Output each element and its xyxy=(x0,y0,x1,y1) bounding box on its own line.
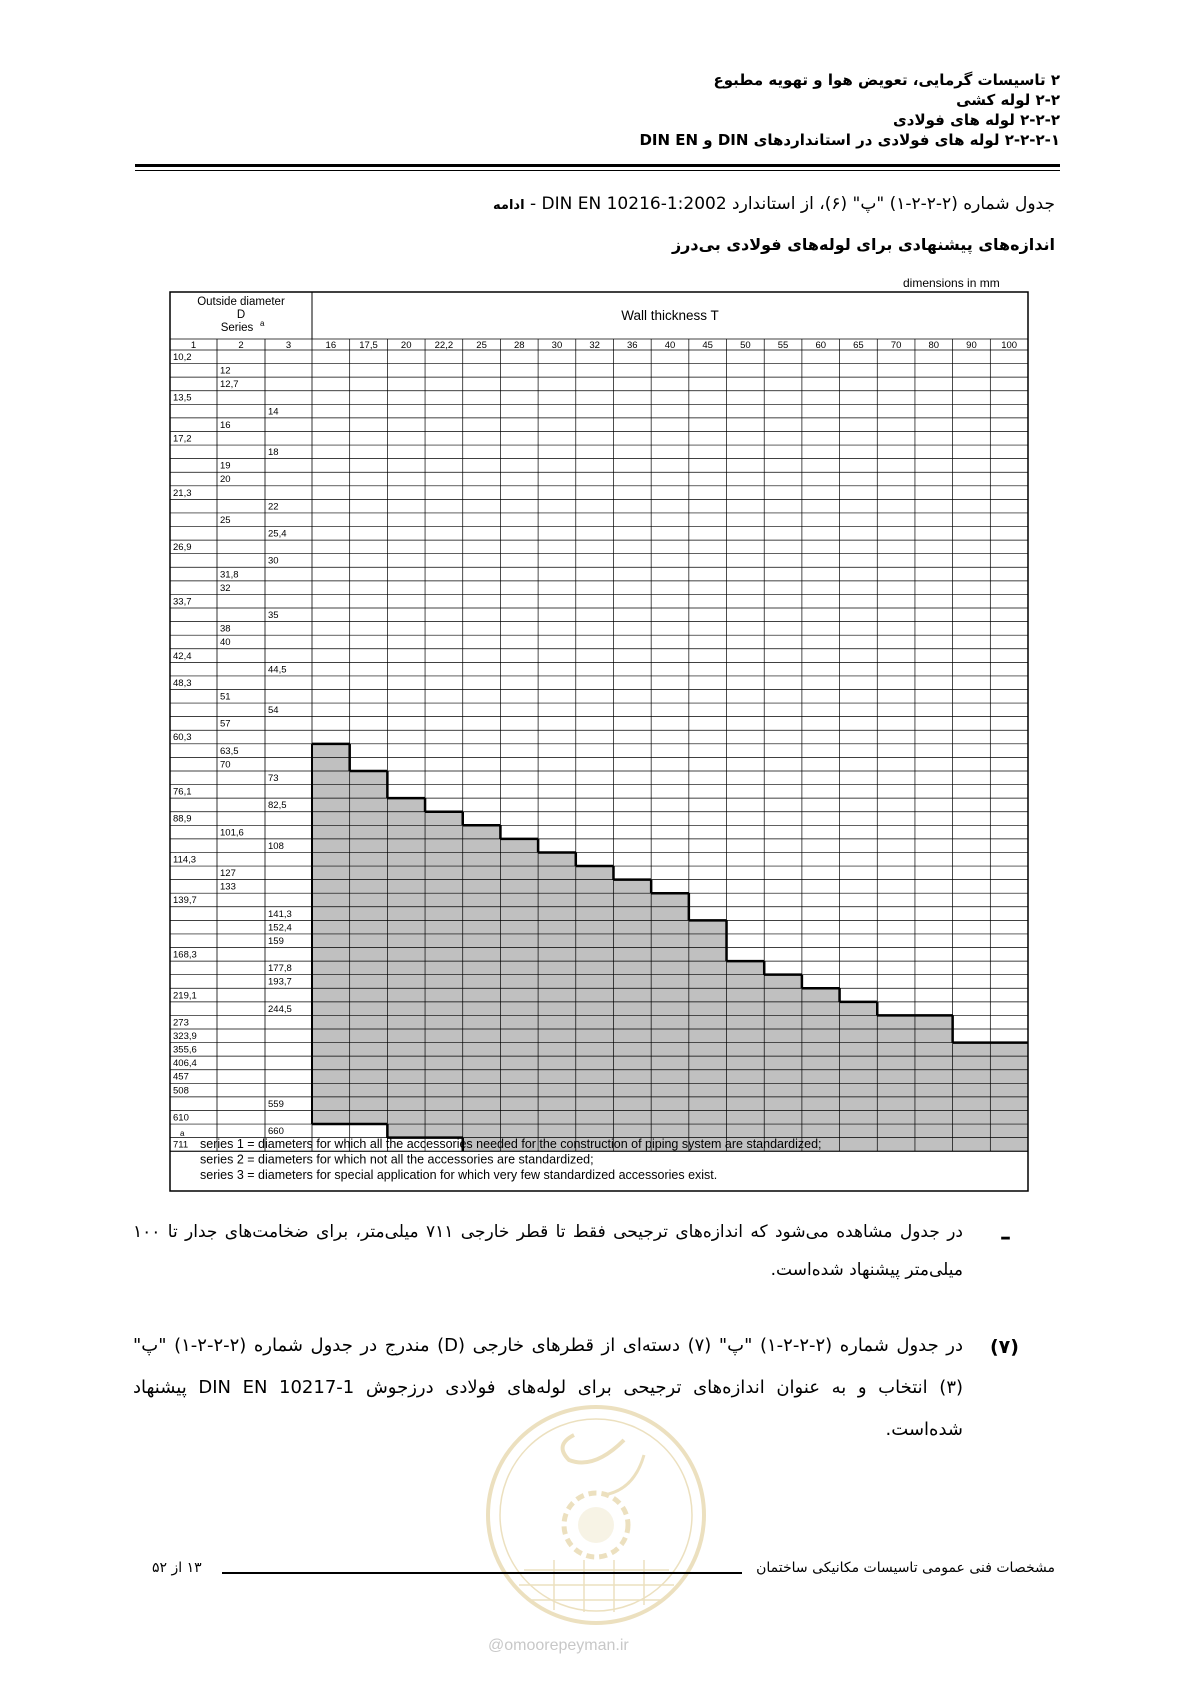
diameter-cell: 141,3 xyxy=(268,908,292,920)
diameter-cell: 457 xyxy=(173,1071,189,1083)
footnote-mark: a xyxy=(180,1129,185,1138)
diameter-cell: 63,5 xyxy=(220,745,239,757)
bullet-paragraph: در جدول مشاهده می‌شود که اندازه‌های ترجیحی فقط تا قطر خارجی ۷۱۱ میلی‌متر، برای ضخامت‌های جدار تا ۱۰۰ میلی‌متر پیشنهاد شده‌است. xyxy=(133,1222,963,1280)
diameter-cell: 18 xyxy=(268,447,279,459)
shaded-cell-block xyxy=(500,839,538,1151)
diameter-cell: 219,1 xyxy=(173,990,197,1002)
diameter-cell: 22 xyxy=(268,501,279,513)
od-header-line: Series xyxy=(220,322,254,334)
diameter-cell: 244,5 xyxy=(268,1003,292,1015)
thickness-label: 20 xyxy=(400,340,412,351)
diameter-cell: 133 xyxy=(220,881,236,893)
diameter-cell: 168,3 xyxy=(173,949,197,961)
diameter-cell: 21,3 xyxy=(173,487,192,499)
diameter-cell: 660 xyxy=(268,1126,284,1138)
diameter-cell: 19 xyxy=(220,460,231,472)
diameter-cell: 25,4 xyxy=(268,528,287,540)
note-paragraph: در جدول شماره (۲-۲-۲-۱) "پ" (۷) دسته‌ای از قطرهای خارجی (D) مندرج در جدول شماره (۲-۲-۲-۱) "پ" (۳) انتخاب و به عنوان اندازه‌های ترجیحی برای لوله‌های فولادی درزجوش DIN EN 10217-1 پیشنهاد شده‌است. xyxy=(133,1335,964,1440)
diameter-cell: 16 xyxy=(220,419,231,431)
diameter-cell: 35 xyxy=(268,610,279,622)
diameter-cell: 355,6 xyxy=(173,1044,197,1056)
table-subtitle: اندازه‌های پیشنهادی برای لوله‌های فولادی بی‌درز xyxy=(671,235,1055,254)
diameter-cell: 108 xyxy=(268,840,284,852)
diameter-cell: 32 xyxy=(220,582,231,594)
diameter-cell: 48,3 xyxy=(173,677,192,689)
thickness-label: 50 xyxy=(740,340,751,351)
thickness-label: 70 xyxy=(890,340,902,351)
thickness-label: 55 xyxy=(777,340,789,351)
shaded-cell-block xyxy=(840,1002,878,1151)
page-number: ۱۳ از ۵۲ xyxy=(152,1560,202,1576)
bullet-dash: – xyxy=(1000,1225,1011,1250)
shaded-cell-block xyxy=(689,920,727,1151)
diameter-cell: 30 xyxy=(268,555,279,567)
footer-title: مشخصات فنی عمومی تاسیسات مکانیکی ساختمان xyxy=(756,1560,1055,1576)
diameter-cell: 193,7 xyxy=(268,976,292,988)
thickness-label: 16 xyxy=(325,340,337,351)
diameter-cell: 26,9 xyxy=(173,542,192,554)
thickness-label: 25 xyxy=(476,340,487,351)
diameter-cell: 82,5 xyxy=(268,800,287,812)
series-col-label: 1 xyxy=(190,340,197,351)
header-line-4: ۲-۲-۲-۱ لوله های فولادی در استانداردهای DIN و DIN EN xyxy=(639,131,1060,149)
watermark-seal xyxy=(474,1400,718,1630)
note-marker: (۷) xyxy=(990,1336,1019,1358)
diameter-cell: 17,2 xyxy=(173,433,192,445)
diameter-cell: 559 xyxy=(268,1098,284,1110)
diameter-cell: 54 xyxy=(268,705,279,717)
od-header-line: Outside diameter xyxy=(197,296,285,308)
footer-rule xyxy=(222,1572,742,1574)
diameter-cell: 73 xyxy=(268,772,279,784)
shaded-cell-block xyxy=(576,866,614,1151)
diameter-cell: 13,5 xyxy=(173,392,192,404)
footnote-line: series 2 = diameters for which not all the accessories are standardized; xyxy=(200,1152,594,1167)
diameter-cell: 406,4 xyxy=(173,1058,197,1070)
shaded-cell-block xyxy=(651,893,689,1151)
diameter-cell: 76,1 xyxy=(173,786,192,798)
thickness-label: 60 xyxy=(815,340,827,351)
footnote-line: series 3 = diameters for special application for which very few standardized accessories exist. xyxy=(200,1168,718,1182)
diameter-cell: 70 xyxy=(220,759,231,771)
series-superscript: a xyxy=(260,319,265,328)
diameter-cell: 12 xyxy=(220,365,231,377)
thickness-label: 22,2 xyxy=(434,340,454,351)
diameter-cell: 323,9 xyxy=(173,1031,197,1042)
units-note: dimensions in mm xyxy=(903,276,1000,290)
thickness-label: 100 xyxy=(1001,340,1018,351)
thickness-label: 40 xyxy=(664,340,676,351)
diameter-cell: 114,3 xyxy=(173,854,197,866)
thickness-label: 32 xyxy=(589,340,600,351)
diameter-cell: 10,2 xyxy=(173,352,192,363)
diameter-cell: 33,7 xyxy=(173,596,192,608)
diameter-cell: 51 xyxy=(220,691,231,703)
series-col-label: 2 xyxy=(238,340,244,351)
diameter-cell: 127 xyxy=(220,868,236,880)
thickness-label: 28 xyxy=(513,340,525,351)
diameter-cell: 610 xyxy=(173,1112,189,1124)
diameter-cell: 31,8 xyxy=(220,569,239,581)
thickness-label: 30 xyxy=(551,340,563,351)
diameter-cell: 508 xyxy=(173,1085,189,1097)
diameter-cell: 152,4 xyxy=(268,922,292,934)
diameter-cell: 44,5 xyxy=(268,664,287,676)
thickness-label: 80 xyxy=(928,340,940,351)
diameter-cell: 38 xyxy=(220,623,231,635)
wall-thickness-header: Wall thickness T xyxy=(621,308,719,323)
diameter-cell: 139,7 xyxy=(173,895,197,907)
table-caption-text: جدول شماره (۲-۲-۲-۱) "پ" (۶)، از استاندارد DIN EN 10216-1:2002 - xyxy=(524,194,1055,214)
footnote-line: series 1 = diameters for which all the accessories needed for the construction of piping system are standardized; xyxy=(200,1137,822,1151)
diameter-cell: 101,6 xyxy=(220,827,244,839)
diameter-cell: 177,8 xyxy=(268,963,292,975)
series-col-label: 3 xyxy=(285,340,292,351)
watermark-url: @omoorepeyman.ir xyxy=(488,1637,629,1654)
diameter-cell: 20 xyxy=(220,474,231,486)
diameter-cell: 88,9 xyxy=(173,813,192,825)
diameter-cell: 12,7 xyxy=(220,379,239,391)
diameter-cell: 25 xyxy=(220,514,231,526)
thickness-label: 36 xyxy=(627,340,638,351)
thickness-label: 65 xyxy=(853,340,864,351)
header-line-1: ۲ تاسیسات گرمایی، تعویض هوا و تهویه مطبوع xyxy=(713,71,1060,89)
diameter-cell: 159 xyxy=(268,935,284,947)
diameter-cell: 60,3 xyxy=(173,732,192,744)
thickness-label: 90 xyxy=(966,340,977,351)
diameter-cell: 57 xyxy=(220,718,231,730)
thickness-label: 17,5 xyxy=(359,340,378,351)
thickness-label: 45 xyxy=(702,340,713,351)
diameter-cell: 14 xyxy=(268,406,279,418)
diameter-cell: 42,4 xyxy=(173,650,192,662)
diameter-cell: 40 xyxy=(220,637,231,649)
table-caption-suffix: ادامه xyxy=(493,198,525,213)
shaded-cell-block xyxy=(764,975,802,1152)
diameter-cell: 711 xyxy=(173,1139,189,1151)
header-line-2: ۲-۲ لوله کشی xyxy=(956,91,1060,109)
shaded-cell-block xyxy=(387,798,425,1138)
diameter-cell: 273 xyxy=(173,1017,189,1029)
header-line-3: ۲-۲-۲ لوله های فولادی xyxy=(893,111,1060,129)
od-header-line: D xyxy=(236,309,246,321)
